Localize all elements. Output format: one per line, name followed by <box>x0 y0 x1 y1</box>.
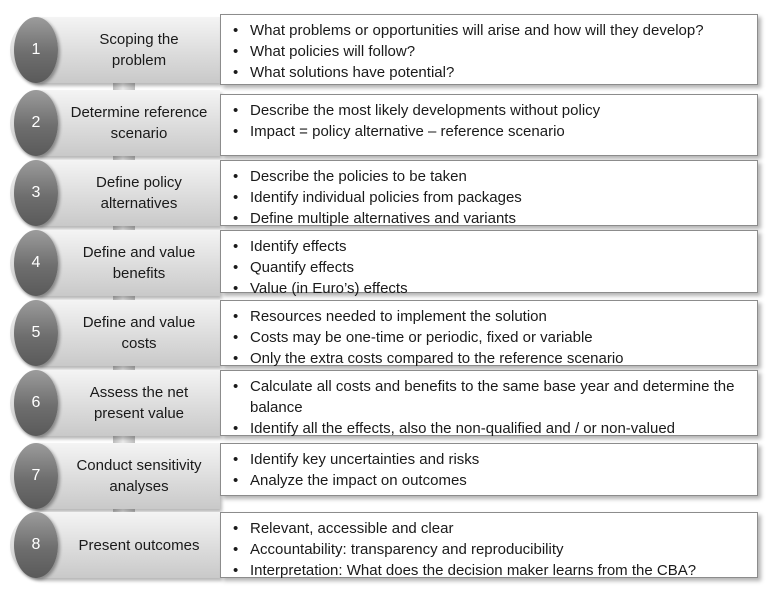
step-number-badge: 2 <box>14 90 58 156</box>
step-number-badge: 7 <box>14 443 58 509</box>
step-details-box <box>220 370 758 436</box>
step-title: Define and value benefits <box>82 244 196 282</box>
bullet-item: • Quantify effects <box>231 257 751 278</box>
step-title: Assess the net present value <box>89 384 189 422</box>
bullet-item: • What solutions have potential? <box>231 62 751 83</box>
bullet-item: • What policies will follow? <box>231 41 751 62</box>
bullet-item: • Define multiple alternatives and variants <box>231 208 751 229</box>
bullet-list <box>231 100 751 142</box>
bullet-item: • Costs may be one-time or periodic, fixed or variable <box>231 327 751 348</box>
bullet-item: • Identify effects <box>231 236 751 257</box>
step-title: Determine reference scenario <box>70 104 208 142</box>
bullet-item: • What problems or opportunities will arise and how will they develop? <box>231 20 751 41</box>
step-bar <box>10 160 220 226</box>
step-bar <box>10 90 220 156</box>
bullet-item: • Identify key uncertainties and risks <box>231 449 751 470</box>
step-details-box <box>220 14 758 85</box>
bullet-list <box>231 166 751 229</box>
bullet-list <box>231 236 751 299</box>
bullet-list <box>231 376 751 439</box>
step-details-box <box>220 230 758 297</box>
step-title: Define policy alternatives <box>96 174 182 212</box>
bullet-item: • Analyze the impact on outcomes <box>231 470 751 491</box>
step-number-badge: 1 <box>14 17 58 83</box>
step-details-box <box>220 160 758 226</box>
step-bar <box>10 300 220 366</box>
step-title: Scoping the problem <box>99 31 179 69</box>
bullet-item: • Identify individual policies from packages <box>231 187 751 208</box>
bullet-item: • Relevant, accessible and clear <box>231 518 751 539</box>
bullet-item: • Calculate all costs and benefits to the same base year and determine the balance <box>231 376 751 418</box>
bullet-item: • Accountability: transparency and reproducibility <box>231 539 751 560</box>
bullet-list <box>231 518 751 581</box>
step-number-badge: 3 <box>14 160 58 226</box>
step-number-badge: 8 <box>14 512 58 578</box>
step-bar <box>10 17 220 83</box>
step-bar <box>10 512 220 578</box>
step-number-badge: 4 <box>14 230 58 296</box>
bullet-item: • Identify all the effects, also the non-qualified and / or non-valued <box>231 418 751 439</box>
bullet-item: • Interpretation: What does the decision maker learns from the CBA? <box>231 560 751 581</box>
step-number-badge: 5 <box>14 300 58 366</box>
step-title: Present outcomes <box>78 536 200 554</box>
bullet-item: • Value (in Euro’s) effects <box>231 278 751 299</box>
bullet-item: • Describe the most likely developments without policy <box>231 100 751 121</box>
step-bar <box>10 370 220 436</box>
bullet-item: • Describe the policies to be taken <box>231 166 751 187</box>
bullet-list <box>231 449 751 491</box>
step-bar <box>10 443 220 509</box>
step-details-box <box>220 94 758 156</box>
step-title: Conduct sensitivity analyses <box>76 457 202 495</box>
step-title: Define and value costs <box>82 314 196 352</box>
step-number-badge: 6 <box>14 370 58 436</box>
bullet-item: • Impact = policy alternative – reference scenario <box>231 121 751 142</box>
step-details-box <box>220 443 758 496</box>
bullet-list <box>231 20 751 83</box>
bullet-item: • Resources needed to implement the solution <box>231 306 751 327</box>
step-details-box <box>220 512 758 578</box>
step-bar <box>10 230 220 296</box>
bullet-item: • Only the extra costs compared to the reference scenario <box>231 348 751 369</box>
step-details-box <box>220 300 758 366</box>
bullet-list <box>231 306 751 369</box>
